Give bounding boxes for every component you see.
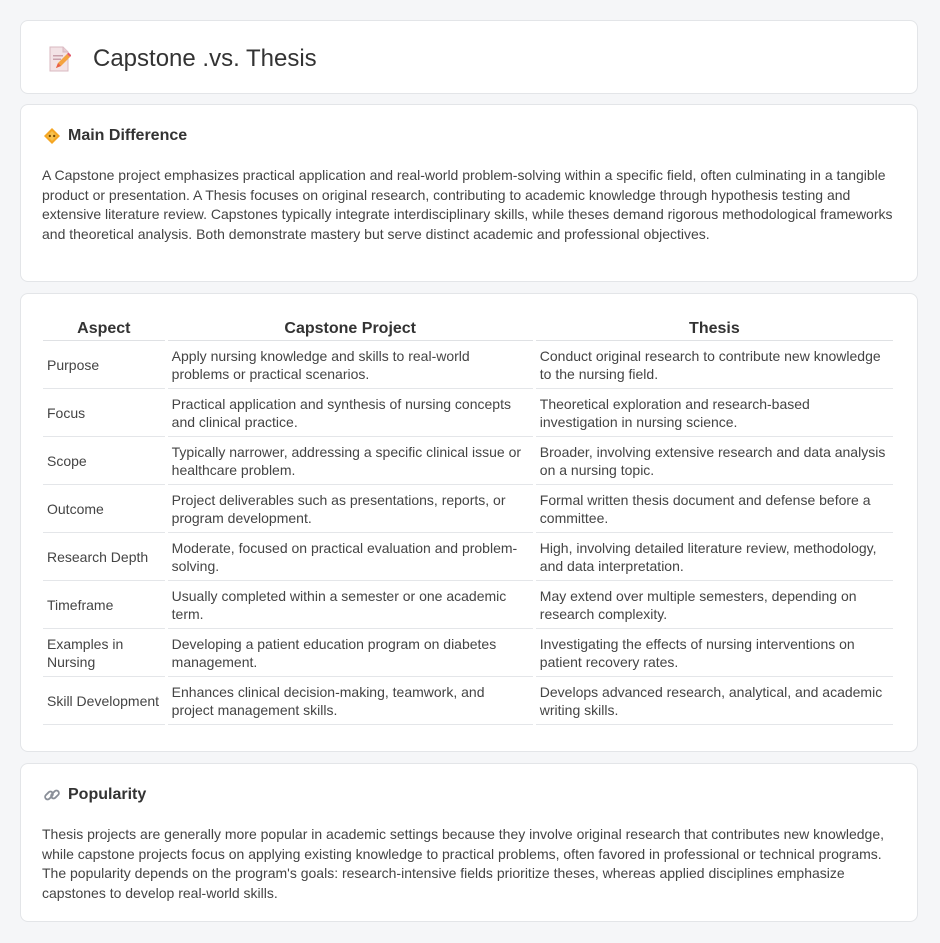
capstone-cell: Apply nursing knowledge and skills to real-world problems or practical scenarios. xyxy=(168,341,533,389)
thesis-cell: Broader, involving extensive research and data analysis on a nursing topic. xyxy=(536,437,893,485)
diamond-icon xyxy=(43,127,61,145)
aspect-cell: Purpose xyxy=(43,341,165,389)
popularity-text: Thesis projects are generally more popular in academic settings because they involve original research that contributes new knowledge, while capstone projects focus on applying existing knowledge to practical problems, often favored in professional or technical programs. The popularity depends on the program's goals: research-intensive fields prioritize theses, whereas applied disciplines emphasize capstones to develop real-world skills. xyxy=(42,826,885,901)
table-row xyxy=(43,341,893,389)
header-card xyxy=(20,20,918,94)
capstone-cell: Typically narrower, addressing a specific clinical issue or healthcare problem. xyxy=(168,437,533,485)
link-icon xyxy=(43,786,61,804)
table-row xyxy=(43,581,893,629)
thesis-cell: Conduct original research to contribute new knowledge to the nursing field. xyxy=(536,341,893,389)
thesis-cell: High, involving detailed literature review, methodology, and data interpretation. xyxy=(536,533,893,581)
column-header-aspect: Aspect xyxy=(43,316,165,341)
table-row xyxy=(43,677,893,725)
popularity-heading: Popularity xyxy=(68,786,147,803)
column-header-thesis: Thesis xyxy=(536,316,893,341)
table-row xyxy=(43,389,893,437)
aspect-cell: Research Depth xyxy=(43,533,165,581)
capstone-cell: Project deliverables such as presentations, reports, or program development. xyxy=(168,485,533,533)
comparison-table xyxy=(40,316,896,725)
table-row xyxy=(43,533,893,581)
capstone-cell: Moderate, focused on practical evaluation and problem-solving. xyxy=(168,533,533,581)
popularity-card xyxy=(20,763,918,922)
main-difference-heading: Main Difference xyxy=(68,127,188,144)
aspect-cell: Skill Development xyxy=(43,677,165,725)
column-header-capstone: Capstone Project xyxy=(168,316,533,341)
thesis-cell: Formal written thesis document and defense before a committee. xyxy=(536,485,893,533)
capstone-cell: Usually completed within a semester or one academic term. xyxy=(168,581,533,629)
aspect-cell: Timeframe xyxy=(43,581,165,629)
capstone-cell: Enhances clinical decision-making, teamwork, and project management skills. xyxy=(168,677,533,725)
table-row xyxy=(43,629,893,677)
aspect-cell: Outcome xyxy=(43,485,165,533)
table-row xyxy=(43,485,893,533)
main-difference-card xyxy=(20,104,918,282)
thesis-cell: May extend over multiple semesters, depending on research complexity. xyxy=(536,581,893,629)
aspect-cell: Examples in Nursing xyxy=(43,629,165,677)
page-title: Capstone .vs. Thesis xyxy=(93,45,317,72)
thesis-cell: Investigating the effects of nursing interventions on patient recovery rates. xyxy=(536,629,893,677)
capstone-cell: Developing a patient education program on diabetes management. xyxy=(168,629,533,677)
table-row xyxy=(43,437,893,485)
thesis-cell: Develops advanced research, analytical, and academic writing skills. xyxy=(536,677,893,725)
aspect-cell: Scope xyxy=(43,437,165,485)
capstone-cell: Practical application and synthesis of nursing concepts and clinical practice. xyxy=(168,389,533,437)
table-header-row xyxy=(43,316,893,341)
aspect-cell: Focus xyxy=(43,389,165,437)
comparison-card xyxy=(20,293,918,752)
document-pencil-icon xyxy=(47,46,71,72)
thesis-cell: Theoretical exploration and research-based investigation in nursing science. xyxy=(536,389,893,437)
main-difference-text: A Capstone project emphasizes practical application and real-world problem-solving within a specific field, often culminating in a tangible product or presentation. A Thesis focuses on original research, contributing to academic knowledge through hypothesis testing and extensive literature review. Capstones typically integrate interdisciplinary skills, while theses demand rigorous methodological frameworks and theoretical analysis. Both demonstrate mastery but serve distinct academic and professional objectives. xyxy=(42,167,893,242)
